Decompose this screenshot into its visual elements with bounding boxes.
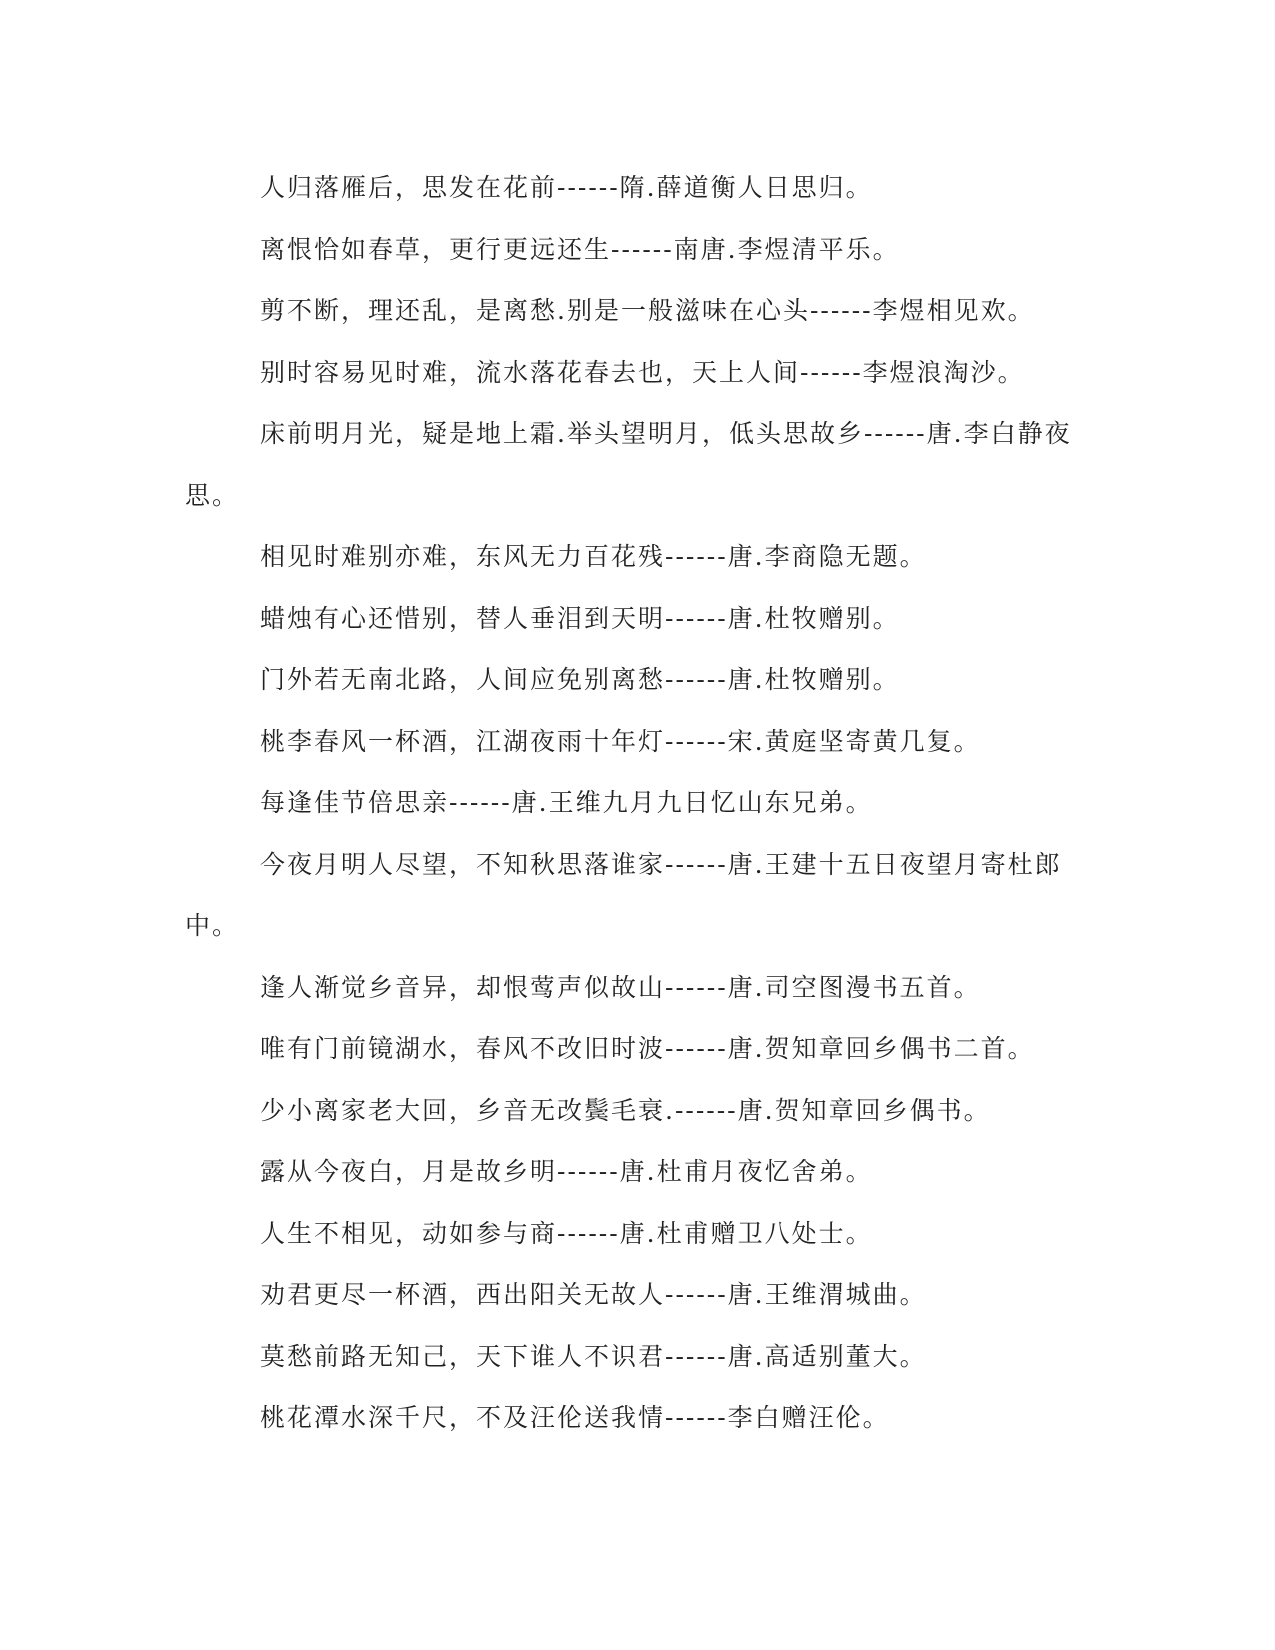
poem-quote: 门外若无南北路，人间应免别离愁------唐.杜牧赠别。 bbox=[260, 665, 900, 694]
poem-quote: 露从今夜白，月是故乡明------唐.杜甫月夜忆舍弟。 bbox=[260, 1157, 873, 1186]
poem-quote: 桃李春风一杯酒，江湖夜雨十年灯------宋.黄庭坚寄黄几复。 bbox=[260, 726, 981, 756]
poem-quote: 唯有门前镜湖水，春风不改旧时波------唐.贺知章回乡偶书二首。 bbox=[260, 1034, 1035, 1063]
poem-quote: 相见时难别亦难，东风无力百花残------唐.李商隐无题。 bbox=[260, 542, 927, 571]
poem-quote: 床前明月光，疑是地上霜.举头望明月，低头思故乡------唐.李白静夜思。 bbox=[185, 419, 1072, 510]
poem-quote: 桃花潭水深千尺，不及汪伦送我情------李白赠汪伦。 bbox=[260, 1403, 890, 1432]
poem-quote: 每逢佳节倍思亲------唐.王维九月九日忆山东兄弟。 bbox=[260, 788, 873, 817]
poem-quote: 离恨恰如春草，更行更远还生------南唐.李煜清平乐。 bbox=[260, 234, 900, 264]
poem-quote: 蜡烛有心还惜别，替人垂泪到天明------唐.杜牧赠别。 bbox=[260, 603, 900, 633]
poem-quote: 少小离家老大回，乡音无改鬓毛衰.------唐.贺知章回乡偶书。 bbox=[260, 1095, 991, 1125]
poem-quote-list bbox=[185, 157, 1085, 1449]
poem-quote: 人归落雁后，思发在花前------隋.薛道衡人日思归。 bbox=[260, 173, 873, 202]
poem-quote: 剪不断，理还乱，是离愁.别是一般滋味在心头------李煜相见欢。 bbox=[260, 296, 1035, 325]
poem-quote: 人生不相见，动如参与商------唐.杜甫赠卫八处士。 bbox=[260, 1218, 873, 1248]
poem-quote: 别时容易见时难，流水落花春去也，天上人间------李煜浪淘沙。 bbox=[260, 357, 1025, 387]
poem-quote: 劝君更尽一杯酒，西出阳关无故人------唐.王维渭城曲。 bbox=[260, 1280, 927, 1309]
poem-quote: 今夜月明人尽望，不知秋思落谁家------唐.王建十五日夜望月寄杜郎中。 bbox=[185, 849, 1062, 940]
poem-quote: 莫愁前路无知己，天下谁人不识君------唐.高适别董大。 bbox=[260, 1341, 927, 1371]
poem-quote: 逢人渐觉乡音异，却恨莺声似故山------唐.司空图漫书五首。 bbox=[260, 972, 981, 1002]
